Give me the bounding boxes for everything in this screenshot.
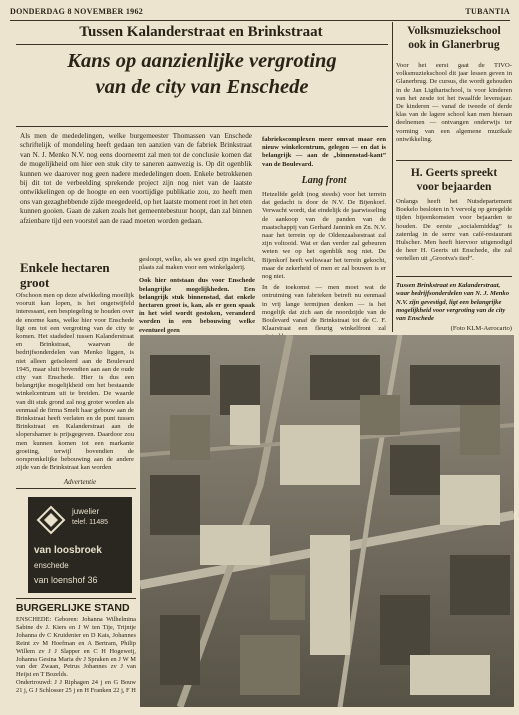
article-headline	[16, 48, 388, 100]
col2-text-b: Ook hier ontstaan dus voor Enschede belangrijke mogelijkheden. Een belangrijk stuk binnenstad, dat enkele hectaren groot is, kan, als er geen spaak in het wiel wordt gestoken, veranderd worden in een bebouwing welke eventueel geen	[139, 277, 255, 334]
right-rule-2	[396, 276, 512, 277]
advert-address: van loenshof 36	[34, 575, 98, 585]
volksmuziekschool-text: Voor het eerst gaat de TIVO-volksmuziekschool dit jaar lessen geven in Glanerbrug. De cursus, die wordt gehouden in de Jan Ligthartschool, is voor kinderen van het zesde tot het twaalfde levensjaar. De kinderen — vanaf de tweede of derde klas van de lagere school kan men hieraan deelnemen — ontvangen onderwijs ter vorming van een algemene muzikale ontwikkeling.	[396, 62, 512, 143]
photo-illustration	[140, 335, 514, 707]
headline-line-1: Kans op aanzienlijke vergroting	[67, 50, 337, 72]
jeweller-advert	[28, 497, 132, 593]
date-line: DONDERDAG 8 NOVEMBER 1962	[10, 7, 144, 16]
volksmuziekschool-headline	[396, 24, 512, 52]
col1-text: Ofschoon men op deze afwikkeling moeilijk vooruit kan lopen, is het ongetwijfeld interessant, een bespiegeling te houden over de enorme kans, welke hier voor Enschede ligt om tot een vergroting van de city te komen. Het stadsdeel tussen Kalanderstraat en Brinkstraat, waarvan de bedrijfsonderdelen van Menko liggen, is niet alleen geïsoleerd aan de Boulevard 1945, maar sluit bovendien aan aan de oude city van Enschede. Hier is dus een belangrijke mogelijkheid om het bestaande winkelcentrum uit te breiden. De waarde van dit stuk grond zal nog groter worden als eenmaal de firma Smelt haar gebouw aan de Brinkstraat heeft verlaten en de punt tussen Brinkstraat en Kalanderstraat aan de slopershamer is prijsgegeven. Daardoor zou men kunnen komen tot een markante groeiing, terwijl bovendien de oorspronkelijke bebouwing aan de andere zijde van de Brinkstraat kan worden	[16, 292, 134, 472]
subhead-lang-front: Lang front	[301, 174, 347, 186]
bs-geboren: ENSCHEDE: Geboren: Johanna Wilhelmina Sabine dv J. Kiers en J W ten Tije, Trijntje Johanna dv C Kruidenier en D Kats, Johannes Reint zv M Hoefman en A Bertram, Philip Willem zv J J Slapper en C H Hogeweij, Johanna Gesina Maria dv J Spraken en J W M van der Zwaan, Petrus Johannes zv J van Heijst en T Bozelds.	[16, 616, 136, 679]
article-kicker: Tussen Kalanderstraat en Brinkstraat	[79, 24, 323, 40]
burgerlijke-stand-title: BURGERLIJKE STAND	[16, 602, 130, 614]
col3-text-b: Hetzelfde geldt (nog steeds) voor het terrein dat gedacht is door de N.V. De Bijenkorf. Verwacht wordt, dat eindelijk de jaarwisseling de aankoop van de panden van de maatschappij van Gerhard Jannink en Zn. N.V. naar het terrein op de Oldenzaalsestraat zal zijn voltooid. Wat er dan verder zal gebeuren weten we op het ogenblik nog niet. De Bijenkorf heeft weliswaar het terrein gekocht, maar de zekerheid of men er zal bouwen is er nog niet.	[262, 191, 386, 281]
advert-phone: telef. 11485	[72, 519, 109, 526]
page-header	[10, 6, 510, 21]
advert-name: van loosbroek	[34, 545, 102, 556]
headline-line-2: van de city van Enschede	[95, 76, 309, 98]
burgerlijke-stand-text	[16, 616, 136, 695]
article-column-3	[262, 136, 386, 342]
right-rule-1	[396, 160, 512, 161]
geerts-line-1: H. Geerts spreekt	[410, 167, 498, 179]
advert-rule	[16, 488, 136, 489]
headline-rule	[16, 126, 388, 127]
advert-juwelier: juwelier	[72, 507, 100, 516]
volksmuziek-line-1: Volksmuziekschool	[407, 25, 501, 37]
geerts-line-2: voor bejaarden	[416, 181, 492, 193]
diamond-logo-icon	[36, 505, 66, 535]
article-column-2	[139, 256, 255, 335]
bs-ondertrouwd: Ondertrouwd: J J Riphagen 24 j en G Bouw 21 j, G J Schlosser 25 j en H Franken 22 j, F H	[16, 679, 136, 695]
kicker-rule	[16, 44, 388, 45]
col3-text-c: In de toekomst — men moet wat de ontruiming van fabrieken betreft nu eenmaal in vrij lange termijnen denken — is het mogelijk dat zich aan de noordzijde van de Boulevard vanaf de Brinkstraat tot de C. F. Klaarstraat een fleurig winkelfront zal	[262, 284, 386, 333]
subhead-hectaren: Enkele hectaren groot	[20, 260, 110, 290]
col2-text-a: gesloopt, welke, als we goed zijn ingelicht, plaats zal maken voor een winkelgalerij.	[139, 256, 255, 272]
paper-name: TUBANTIA	[465, 7, 510, 16]
geerts-headline	[396, 166, 512, 194]
column-divider	[392, 22, 393, 332]
advert-city: enschede	[34, 561, 69, 570]
geerts-text: Onlangs heeft het Nutsdepartement Boekelo besloten in 't vervolg op geregelde tijden bijeenkomsten voor bejaarden te houden. De eerste „socialemiddag” is zaterdag in de serre van café-restaurant Hulscher. Men heeft hiervoor uitgenodigd de heer H. Geerts uit Enschede, die zal vertellen uit „Grootva's tied”.	[396, 198, 512, 263]
caption-text: Tussen Brinkstraat en Kalanderstraat, waar bedrijfsonderdelen van N. J. Menko N.V. zijn gevestigd, ligt een belangrijke mogelijkheid voor vergroting van de city van Enschede	[396, 282, 510, 323]
advert-label: Advertentie	[63, 478, 97, 486]
intro-text: Als men de mededelingen, welke burgemeester Thomassen van Enschede schriftelijk of mondeling heeft gedaan ten aanzien van de fabriek Brinkstraat van N. J. Menko N.V. nog eens doorneemt zal men tot de conclusie komen dat de mogelijkheid om hier een stuk city te saneren aanwezig is. Op dit ogenblik kunnen we daarover nog geen nadere mededelingen doen. Enkele betrokkenen bij dit tot de verbeelding sprekende project zijn nog niet van de laatste ontwikkelingen op de hoogte en een voortijdige publikatie zou, zo heeft men ons van gezaghebbende zijde meegedeeld, op het laatste moment roet in het eten kunnen gooien. Gaan de zaken zoals het gemeentebestuur hoopt, dan zal binnen afzienbare tijd een voorstel aan de raad moeten worden gedaan.	[20, 132, 252, 225]
volksmuziek-line-2: ook in Glanerbrug	[408, 39, 500, 51]
article-column-1	[16, 292, 134, 472]
photo-caption	[396, 282, 512, 334]
col3-text-a: fabriekscomplexen meer omvat maar een nieuw winkelcentrum, gelegen — en dat is belangrijk — aan de „binnenstad-kant” van de Boulevard.	[262, 136, 386, 168]
bs-rule	[16, 598, 136, 599]
aerial-city-photo	[140, 335, 514, 707]
photo-credit: (Foto KLM-Aerocarto)	[450, 325, 512, 333]
article-intro	[20, 132, 252, 226]
